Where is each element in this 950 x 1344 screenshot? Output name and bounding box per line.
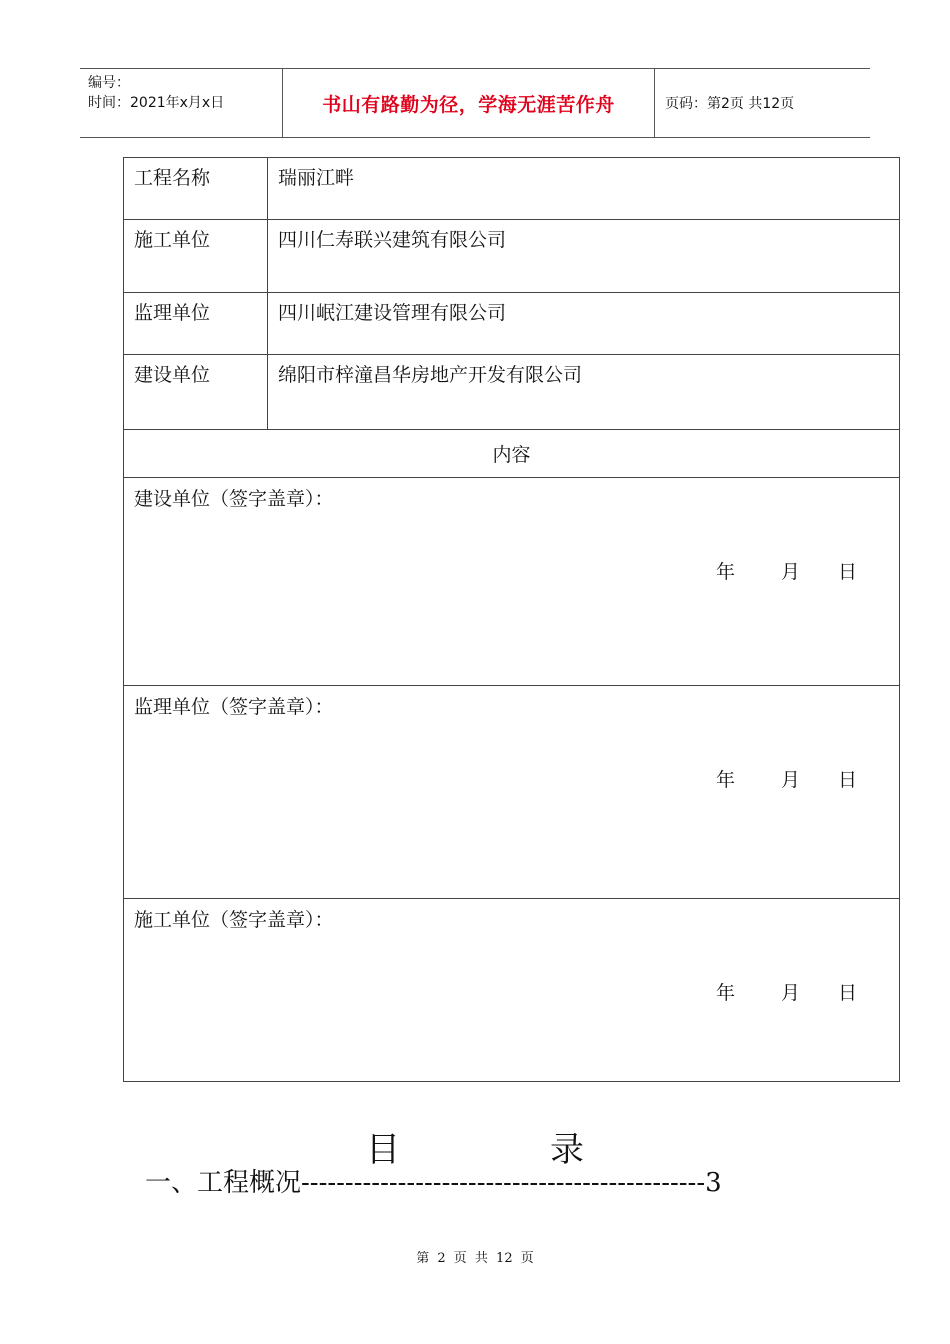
- date-day: 日: [837, 769, 857, 791]
- field-label: 监理单位: [124, 293, 268, 355]
- document-number-label: 编号：: [88, 75, 130, 91]
- field-label: 施工单位: [124, 220, 268, 293]
- signature-date: [716, 978, 857, 1005]
- table-row: [124, 355, 900, 430]
- page-footer: 第 2 页 共 12 页: [416, 1251, 534, 1266]
- header-motto: 书山有路勤为径，学海无涯苦作舟: [282, 69, 655, 137]
- signature-label: 监理单位（签字盖章）：: [134, 696, 334, 718]
- header-page-info: 页码：第2页 共12页: [665, 96, 795, 112]
- field-value: 绵阳市梓潼昌华房地产开发有限公司: [268, 355, 900, 430]
- signature-row: [124, 899, 900, 1082]
- field-label: 工程名称: [124, 158, 268, 220]
- project-info-table: [123, 157, 900, 1082]
- field-value: 四川仁寿联兴建筑有限公司: [268, 220, 900, 293]
- table-row: [124, 220, 900, 293]
- toc-entry[interactable]: 一、工程概况----------------------------------------------3: [145, 1168, 722, 1198]
- date-year: 年: [715, 769, 735, 791]
- header-meta: [80, 69, 282, 137]
- signature-block-owner: [124, 478, 900, 686]
- field-value: 四川岷江建设管理有限公司: [268, 293, 900, 355]
- content-header: 内容: [124, 430, 900, 478]
- signature-row: [124, 478, 900, 686]
- field-value: 瑞丽江畔: [268, 158, 900, 220]
- toc-title-right: 录: [550, 1130, 584, 1170]
- date-year: 年: [715, 982, 735, 1004]
- signature-block-contractor: [124, 899, 900, 1082]
- signature-date: [716, 557, 857, 584]
- date-day: 日: [837, 982, 857, 1004]
- signature-row: [124, 686, 900, 899]
- toc-title-left: 目: [366, 1130, 400, 1170]
- signature-label: 建设单位（签字盖章）：: [134, 488, 334, 510]
- page-header: [80, 68, 870, 138]
- table-row: [124, 158, 900, 220]
- signature-label: 施工单位（签字盖章）：: [134, 909, 334, 931]
- date-month: 月: [780, 769, 800, 791]
- signature-date: [716, 765, 857, 792]
- date-month: 月: [780, 982, 800, 1004]
- date-day: 日: [837, 561, 857, 583]
- document-time-label: 时间：2021年x月x日: [88, 95, 225, 111]
- date-month: 月: [780, 561, 800, 583]
- field-label: 建设单位: [124, 355, 268, 430]
- table-row: [124, 430, 900, 478]
- date-year: 年: [715, 561, 735, 583]
- table-row: [124, 293, 900, 355]
- signature-block-supervisor: [124, 686, 900, 899]
